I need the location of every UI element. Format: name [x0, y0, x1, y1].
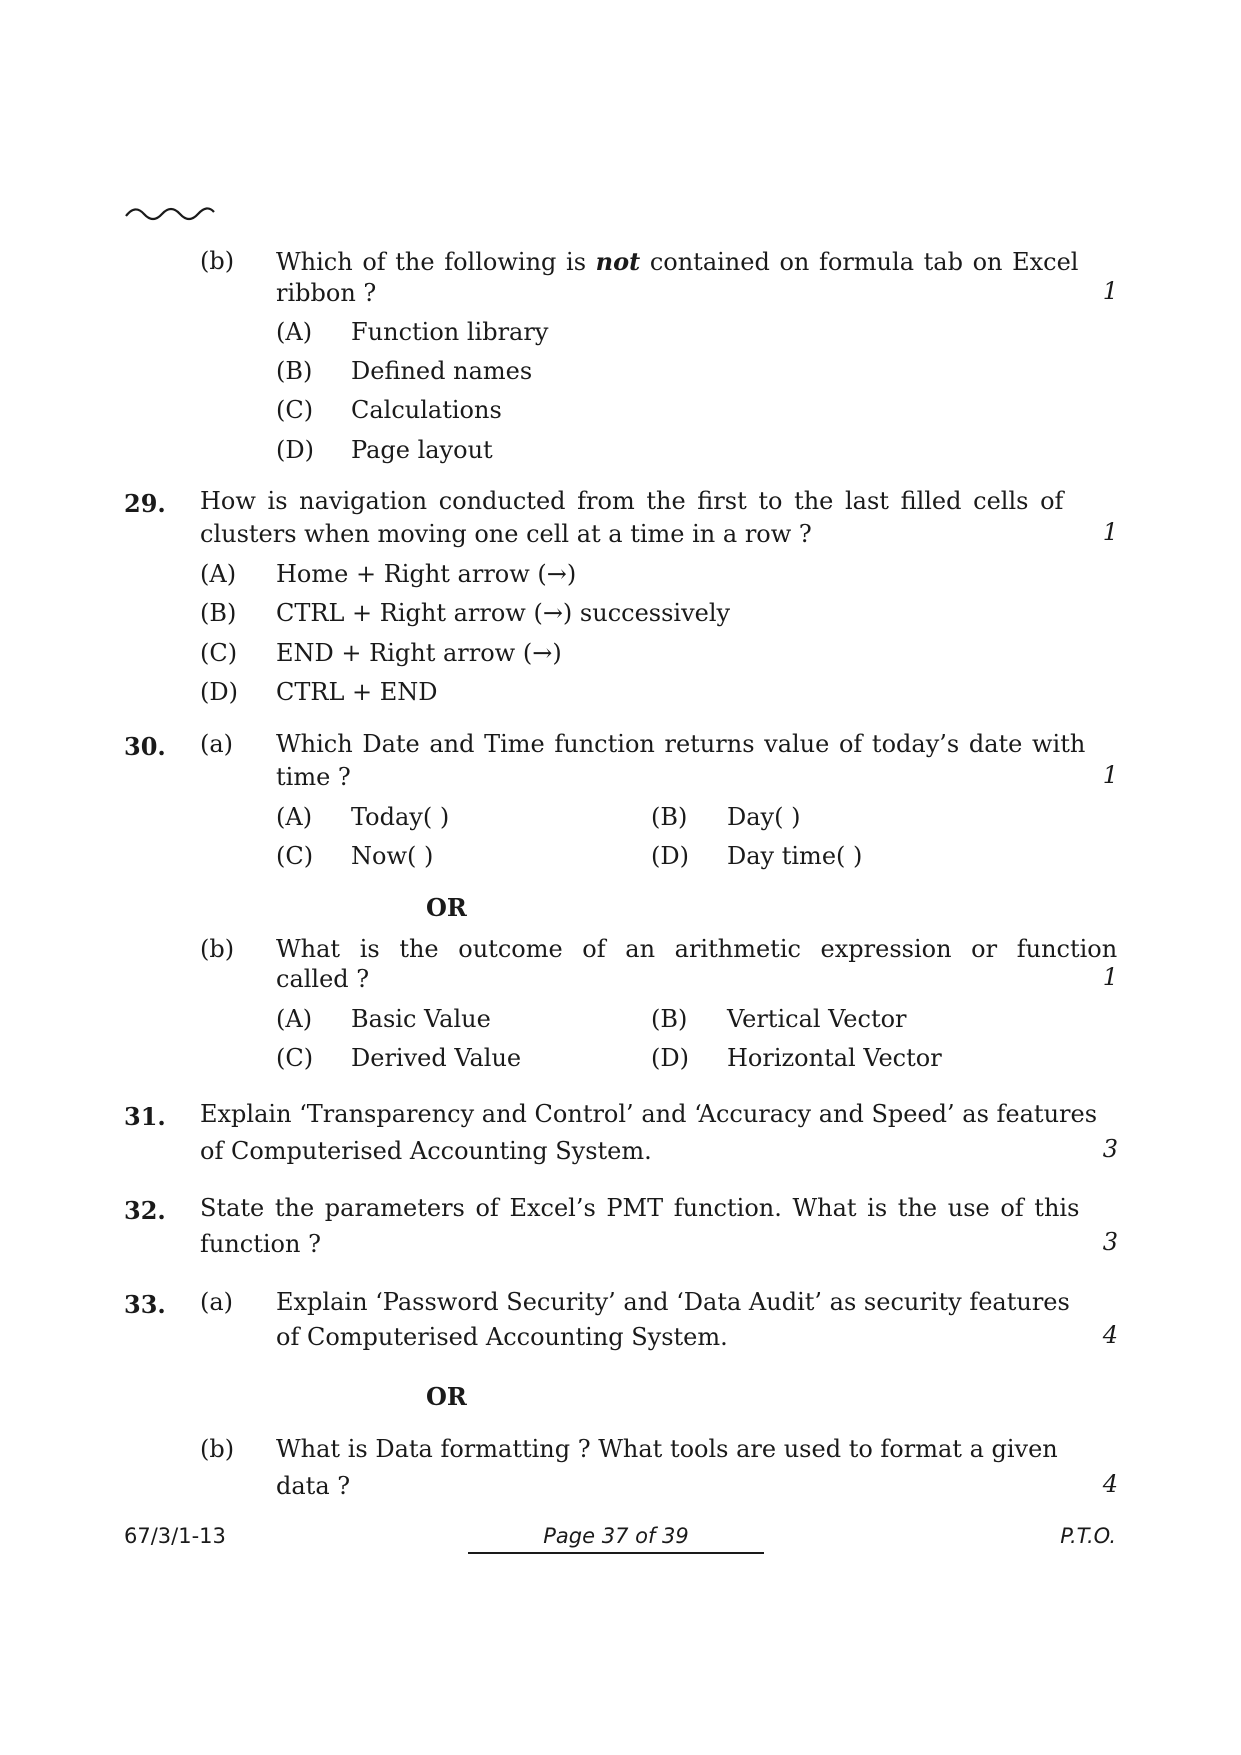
q32-line2: function ?: [200, 1230, 321, 1258]
q30a-option-text: Day( ): [727, 803, 801, 831]
q32-line1: State the parameters of Excel’s PMT function. What is the use of this: [200, 1194, 1080, 1222]
q29-option-text: END + Right arrow (→): [276, 639, 562, 667]
q29-number: 29.: [124, 489, 166, 518]
q28b-option-text: Page layout: [351, 436, 493, 464]
q28b-option-text: Function library: [351, 318, 549, 346]
q33b-marks: 4: [1102, 1470, 1118, 1498]
q29-option-key: (D): [200, 678, 238, 706]
q29-option-key: (B): [200, 599, 237, 627]
q31-marks: 3: [1102, 1135, 1118, 1163]
page-number: Page 37 of 39: [543, 1524, 689, 1548]
q29-option-key: (C): [200, 639, 238, 667]
q28b-question-line1: Which of the following is not contained on formula tab on Excel: [276, 247, 1079, 276]
q30a-line1: Which Date and Time function returns value of today’s date with: [276, 730, 1086, 758]
q30a-option-key: (B): [651, 803, 688, 831]
q31-number: 31.: [124, 1102, 166, 1131]
page-number-underline: [468, 1552, 764, 1554]
q29-option-text: CTRL + Right arrow (→) successively: [276, 599, 731, 627]
q28b-line2: ribbon ?: [276, 279, 377, 307]
q28b-option-key: (B): [276, 357, 313, 385]
q29-marks: 1: [1102, 518, 1118, 546]
q33a-line1: Explain ‘Password Security’ and ‘Data Audit’ as security features: [276, 1288, 1070, 1316]
q30a-option-key: (C): [276, 842, 314, 870]
q30b-marks: 1: [1102, 963, 1118, 991]
q29-option-key: (A): [200, 560, 237, 588]
q33b-line2: data ?: [276, 1472, 351, 1500]
q29-line1: How is navigation conducted from the first to the last filled cells of: [200, 487, 1064, 515]
q30b-option-text: Derived Value: [351, 1044, 522, 1072]
q30b-option-key: (B): [651, 1005, 688, 1033]
q33b-line1: What is Data formatting ? What tools are used to format a given: [276, 1435, 1058, 1463]
q31-line1: Explain ‘Transparency and Control’ and ‘Accuracy and Speed’ as features: [200, 1100, 1098, 1128]
q33-number: 33.: [124, 1290, 166, 1319]
q33a-label: (a): [200, 1288, 234, 1316]
q30a-option-text: Day time( ): [727, 842, 863, 870]
q33b-label: (b): [200, 1435, 235, 1463]
q31-line2: of Computerised Accounting System.: [200, 1137, 652, 1165]
q28b-marks: 1: [1102, 277, 1118, 305]
q33a-marks: 4: [1102, 1321, 1118, 1349]
q28b-emphasis: not: [595, 247, 641, 276]
q30-number: 30.: [124, 732, 166, 761]
q29-option-text: CTRL + END: [276, 678, 438, 706]
q32-marks: 3: [1102, 1228, 1118, 1256]
q30a-option-key: (D): [651, 842, 689, 870]
q30b-line1: What is the outcome of an arithmetic expression or function: [276, 935, 1118, 963]
q30b-option-text: Basic Value: [351, 1005, 491, 1033]
q30b-option-key: (D): [651, 1044, 689, 1072]
q28b-option-key: (D): [276, 436, 314, 464]
continuation-wave-icon: [124, 202, 216, 224]
q28b-option-key: (C): [276, 396, 314, 424]
q30a-line2: time ?: [276, 763, 351, 791]
pto-label: P.T.O.: [1060, 1524, 1116, 1548]
q30a-option-key: (A): [276, 803, 313, 831]
q28b-label: (b): [200, 247, 235, 275]
q28b-option-text: Calculations: [351, 396, 502, 424]
q33a-line2: of Computerised Accounting System.: [276, 1323, 728, 1351]
q30b-option-key: (A): [276, 1005, 313, 1033]
q30-or: OR: [426, 893, 467, 922]
q28b-option-text: Defined names: [351, 357, 533, 385]
q28b-option-key: (A): [276, 318, 313, 346]
paper-code: 67/3/1-13: [124, 1524, 226, 1548]
q30b-line2: called ?: [276, 965, 370, 993]
q30a-label: (a): [200, 730, 234, 758]
q30b-option-text: Vertical Vector: [727, 1005, 907, 1033]
q30a-option-text: Today( ): [351, 803, 450, 831]
q29-option-text: Home + Right arrow (→): [276, 560, 577, 588]
q30a-option-text: Now( ): [351, 842, 434, 870]
q30b-option-key: (C): [276, 1044, 314, 1072]
q30a-marks: 1: [1102, 761, 1118, 789]
q32-number: 32.: [124, 1196, 166, 1225]
q30b-label: (b): [200, 935, 235, 963]
q29-line2: clusters when moving one cell at a time in a row ?: [200, 520, 812, 548]
q33-or: OR: [426, 1382, 467, 1411]
q30b-option-text: Horizontal Vector: [727, 1044, 942, 1072]
